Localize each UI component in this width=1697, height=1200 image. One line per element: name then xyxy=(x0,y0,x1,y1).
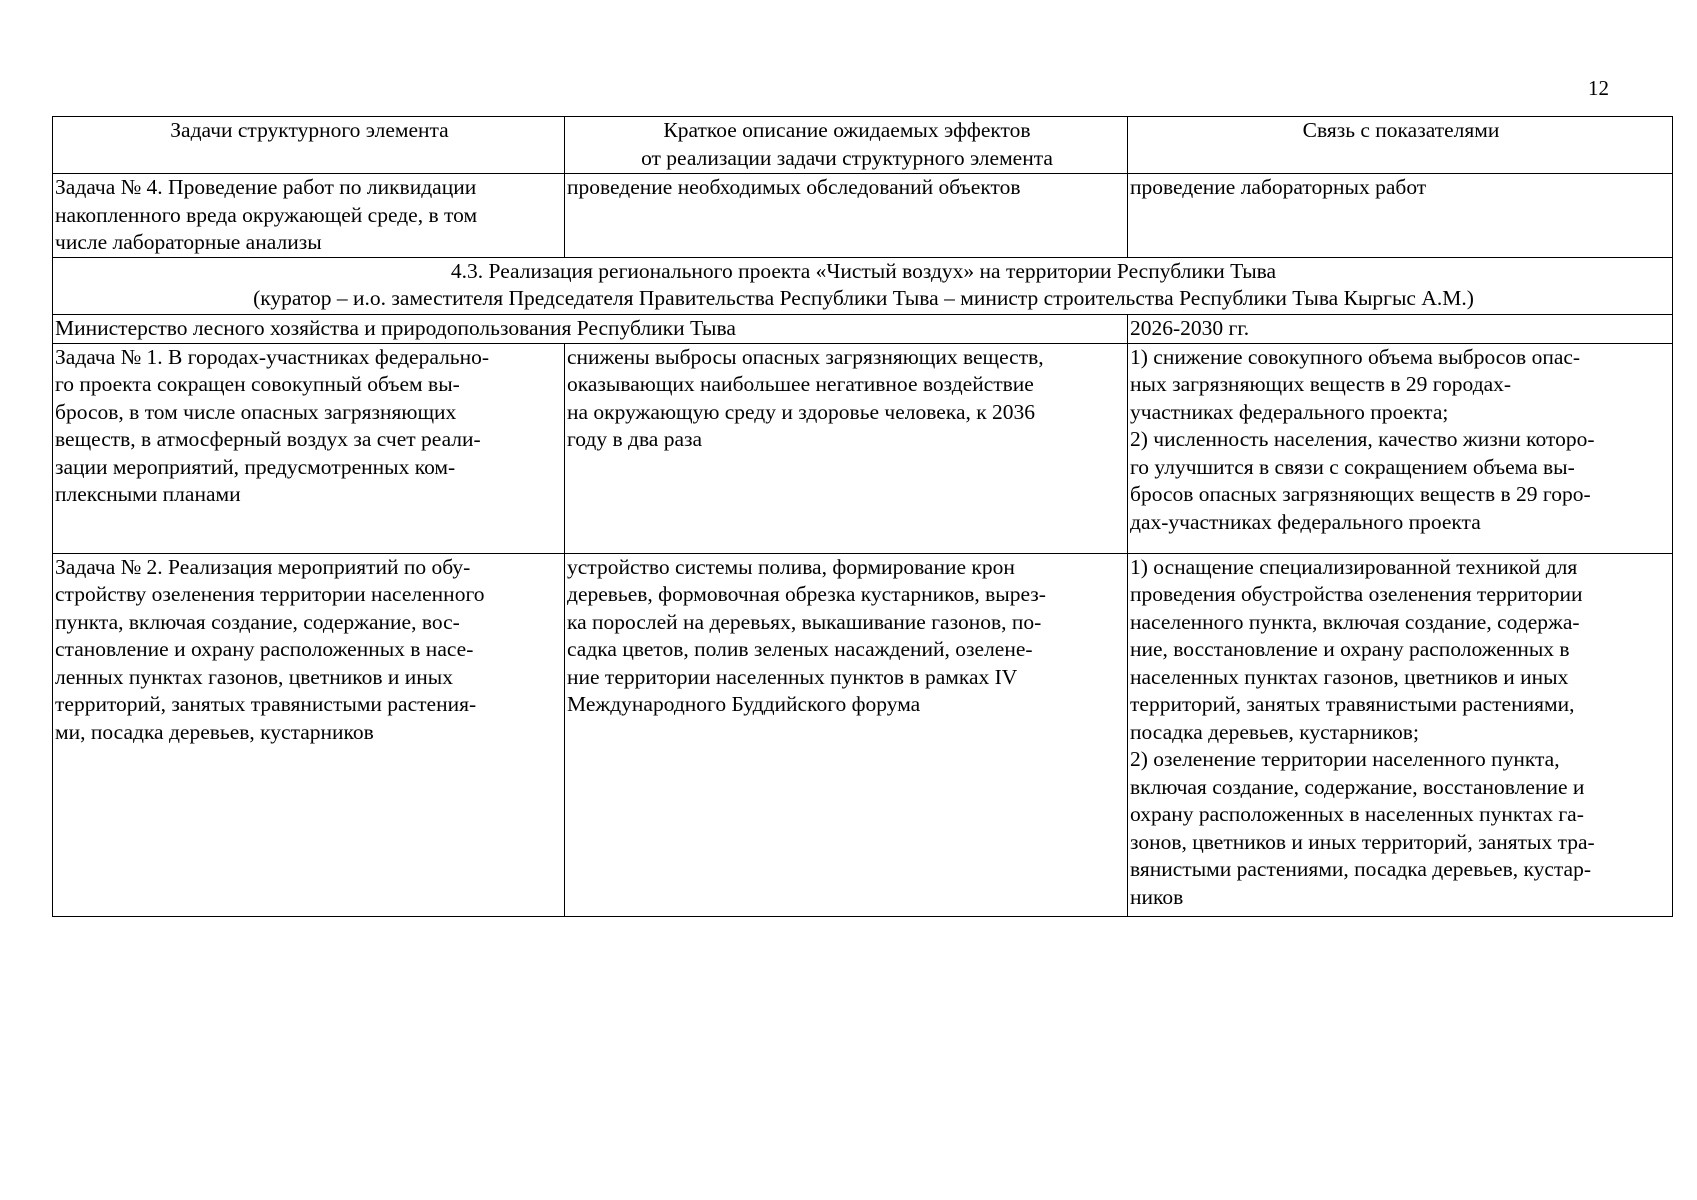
table-row xyxy=(53,343,1673,553)
ministry-name-cell: Министерство лесного хозяйства и природопользования Республики Тыва xyxy=(53,314,1128,343)
task2-effect-cell: устройство системы полива, формирование крон деревьев, формовочная обрезка кустарников, вырез- ка порослей на деревьях, выкашивание газонов, по- садка цветов, полив зеленых насаждений, озелене- ние территории населенных пунктов в рамках IV Международного Буддийского форума xyxy=(565,553,1128,916)
structural-element-table xyxy=(52,116,1673,917)
ministry-row xyxy=(53,314,1673,343)
table-header-row xyxy=(53,117,1673,174)
table-row xyxy=(53,553,1673,916)
table-row xyxy=(53,174,1673,258)
task4-effect-cell: проведение необходимых обследований объектов xyxy=(565,174,1128,258)
header-tasks: Задачи структурного элемента xyxy=(53,117,565,174)
task2-link-cell: 1) оснащение специализированной техникой для проведения обустройства озеленения территории населенного пункта, включая создание, содержа- ние, восстановление и охрану расположенных в населенных пунктах газонов, цветников и иных территорий, занятых травянистыми растениями, посадка деревьев, кустарников; 2) озеленение территории населенного пункта, включая создание, содержание, восстановление и охрану расположенных в населенных пунктах га- зонов, цветников и иных территорий, занятых тра- вянистыми растениями, посадка деревьев, кустар- ников xyxy=(1128,553,1673,916)
section-title: 4.3. Реализация регионального проекта «Чистый воздух» на территории Республики Тыва xyxy=(450,258,1277,283)
page-number: 12 xyxy=(1588,76,1609,100)
section-row xyxy=(53,257,1673,314)
section-cell xyxy=(53,257,1673,314)
section-curator: (куратор – и.о. заместителя Председателя Правительства Республики Тыва – министр строительства Республики Тыва Кыргыс А.М.) xyxy=(253,286,1474,310)
task4-task-cell: Задача № 4. Проведение работ по ликвидации накопленного вреда окружающей среде, в том числе лабораторные анализы xyxy=(53,174,565,258)
header-effects: Краткое описание ожидаемых эффектов от реализации задачи структурного элемента xyxy=(565,117,1128,174)
task2-task-cell: Задача № 2. Реализация мероприятий по обу- стройству озеленения территории населенного пункта, включая создание, содержание, вос- становление и охрану расположенных в насе- ленных пунктах газонов, цветников и иных территорий, занятых травянистыми растения- ми, посадка деревьев, кустарников xyxy=(53,553,565,916)
task1-task-cell: Задача № 1. В городах-участниках федерально- го проекта сокращен совокупный объем вы- бросов, в том числе опасных загрязняющих веществ, в атмосферный воздух за счет реали- зации мероприятий, предусмотренных ком- плексными планами xyxy=(53,343,565,553)
task1-link-cell: 1) снижение совокупного объема выбросов опас- ных загрязняющих веществ в 29 городах- участниках федерального проекта; 2) численность населения, качество жизни которо- го улучшится в связи с сокращением объема вы- бросов опасных загрязняющих веществ в 29 горо- дах-участниках федерального проекта xyxy=(1128,343,1673,553)
task1-effect-cell: снижены выбросы опасных загрязняющих веществ, оказывающих наибольшее негативное воздействие на окружающую среду и здоровье человека, к 2036 году в два раза xyxy=(565,343,1128,553)
ministry-period-cell: 2026-2030 гг. xyxy=(1128,314,1673,343)
task4-link-cell: проведение лабораторных работ xyxy=(1128,174,1673,258)
header-indicators: Связь с показателями xyxy=(1128,117,1673,174)
